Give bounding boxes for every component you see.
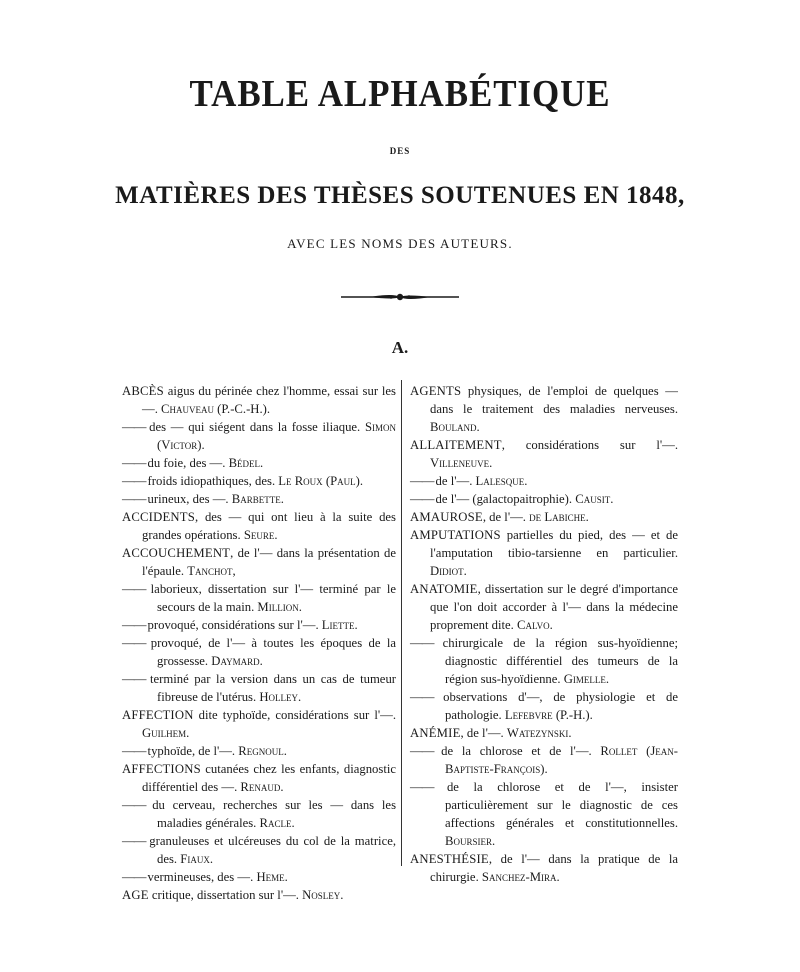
entry-text: , considérations sur l'—. — [501, 438, 678, 452]
section-letter: A. — [391, 338, 409, 357]
entry-text: urineux, des —. — [147, 492, 232, 506]
index-entry — [122, 634, 396, 670]
entry-author: Guilhem. — [142, 726, 190, 740]
entry-author: Causit. — [575, 492, 614, 506]
entry-text: du foie, des —. — [147, 456, 229, 470]
entry-text: du cerveau, recherches sur les — dans les maladies générales. — [152, 798, 397, 830]
index-entry — [122, 670, 396, 706]
index-entry — [410, 526, 678, 580]
index-entry — [122, 580, 396, 616]
index-entry — [122, 706, 396, 742]
entry-repeat-dash: —— — [122, 798, 153, 812]
entry-author: Heme. — [256, 870, 288, 884]
entry-author: Lalesque. — [475, 474, 528, 488]
entry-author: Calvo. — [517, 618, 553, 632]
entry-text: provoqué, considérations sur l'—. — [147, 618, 322, 632]
entry-text: dite typhoïde, considérations sur l'—. — [193, 708, 396, 722]
entry-author: Didiot. — [430, 564, 467, 578]
entry-text: aigus du périnée chez l'homme, essai sur les —. — [142, 384, 396, 416]
index-entry — [410, 472, 678, 490]
index-entry — [410, 580, 678, 634]
index-column-left — [122, 382, 396, 904]
entry-text: physiques, de l'emploi de quelques — dans le traitement des maladies nerveuses. — [430, 384, 678, 416]
entry-author: Holley. — [259, 690, 302, 704]
entry-repeat-dash: —— — [122, 834, 150, 848]
index-entry — [122, 742, 396, 760]
index-entry — [122, 760, 396, 796]
index-entry — [122, 796, 396, 832]
index-entry — [410, 634, 678, 688]
title-connector: DES — [389, 146, 411, 156]
entry-headword: AMAUROSE — [410, 510, 483, 524]
entry-text: , dissertation sur le degré d'importance que l'on doit accorder à l'— dans la médecine proprement dite. — [430, 582, 678, 632]
entry-author: Nosley. — [302, 888, 344, 902]
entry-text: , de l'—. — [460, 726, 507, 740]
entry-text: granuleuses et ulcéreuses du col de la matrice, des. — [149, 834, 397, 866]
entry-repeat-dash: —— — [410, 690, 444, 704]
entry-text: de la chlorose et de l'—, insister particulièrement sur le diagnostic de ces affections générales et constitutionnelles. — [445, 780, 678, 830]
entry-repeat-dash: —— — [122, 474, 148, 488]
entry-author: Rollet (Jean-Baptiste-François). — [445, 744, 678, 776]
entry-repeat-dash: —— — [122, 420, 150, 434]
entry-author: Racle. — [259, 816, 295, 830]
entry-repeat-dash: —— — [410, 744, 442, 758]
entry-text: laborieux, dissertation sur l'— terminé par le secours de la main. — [150, 582, 396, 614]
entry-author: Daymard. — [211, 654, 263, 668]
column-divider — [401, 380, 402, 866]
page-subtitle: MATIÈRES DES THÈSES SOUTENUES EN 1848, — [115, 182, 685, 209]
index-entry — [122, 616, 396, 634]
entry-text: cutanées chez les enfants, diagnostic différentiel des —. — [142, 762, 396, 794]
entry-author: Boursier. — [445, 834, 496, 848]
entry-text: de l'— (galactopaitrophie). — [435, 492, 576, 506]
index-entry — [122, 832, 396, 868]
entry-headword: ACCOUCHEMENT — [122, 546, 231, 560]
entry-headword: ALLAITEMENT — [410, 438, 502, 452]
entry-repeat-dash: —— — [122, 492, 148, 506]
index-entry — [410, 778, 678, 850]
entry-repeat-dash: —— — [410, 474, 436, 488]
entry-author: Bouland. — [430, 420, 480, 434]
entry-text: partielles du pied, des — et de l'amputation tibio-tarsienne en particulier. — [430, 528, 678, 560]
entry-headword: AGENTS — [410, 384, 462, 398]
entry-author: Million. — [257, 600, 302, 614]
index-entry — [410, 742, 678, 778]
entry-text: observations d'—, de physiologie et de pathologie. — [443, 690, 678, 722]
entry-repeat-dash: —— — [122, 618, 148, 632]
index-entry — [410, 850, 678, 886]
index-entry — [122, 490, 396, 508]
index-entry — [122, 886, 396, 904]
entry-author: de Labiche. — [529, 510, 589, 524]
entry-repeat-dash: —— — [410, 780, 447, 794]
entry-author: Sanchez-Mira. — [481, 870, 560, 884]
entry-author: Lefebvre (P.-H.). — [504, 708, 593, 722]
entry-text: provoqué, de l'— à toutes les époques de la grossesse. — [150, 636, 396, 668]
index-entry — [122, 382, 396, 418]
entry-text: typhoïde, de l'—. — [147, 744, 239, 758]
entry-author: Seure. — [243, 528, 278, 542]
entry-author: Liette. — [321, 618, 358, 632]
entry-repeat-dash: —— — [122, 672, 150, 686]
entry-repeat-dash: —— — [410, 492, 436, 506]
entry-author: Watezynski. — [506, 726, 572, 740]
entry-text: , des — qui ont lieu à la suite des grandes opérations. — [142, 510, 396, 542]
entry-author: Chauveau (P.-C.-H.). — [161, 402, 271, 416]
entry-repeat-dash: —— — [410, 636, 443, 650]
entry-headword: AFFECTION — [122, 708, 194, 722]
entry-author: Fiaux. — [180, 852, 213, 866]
entry-author: Renaud. — [240, 780, 284, 794]
entry-author: Barbette. — [231, 492, 284, 506]
entry-text: critique, dissertation sur l'—. — [148, 888, 303, 902]
entry-repeat-dash: —— — [122, 456, 148, 470]
entry-text: , de l'—. — [482, 510, 530, 524]
entry-headword: AFFECTIONS — [122, 762, 201, 776]
entry-headword: AMPUTATIONS — [410, 528, 501, 542]
index-entry — [410, 436, 678, 472]
index-entry — [410, 688, 678, 724]
entry-text: de la chlorose et de l'—. — [441, 744, 601, 758]
entry-text: des — qui siégent dans la fosse iliaque. — [149, 420, 365, 434]
entry-headword: ACCIDENTS — [122, 510, 195, 524]
index-entry — [410, 382, 678, 436]
index-entry — [410, 724, 678, 742]
entry-author: Gimelle. — [563, 672, 610, 686]
entry-headword: ANATOMIE — [410, 582, 478, 596]
entry-headword: ABCÈS — [122, 384, 164, 398]
entry-author: Tanchot, — [187, 564, 236, 578]
entry-headword: AGE — [122, 888, 149, 902]
index-entry — [122, 868, 396, 886]
entry-text: chirurgicale de la région sus-hyoïdienne; diagnostic différentiel des tumeurs de la région sus-hyoïdienne. — [442, 636, 678, 686]
entry-text: , de l'— dans la pratique de la chirurgie. — [430, 852, 678, 884]
entry-headword: ANÉMIE — [410, 726, 461, 740]
ornament-divider-icon — [339, 292, 461, 302]
index-entry — [410, 508, 678, 526]
index-entry — [122, 472, 396, 490]
authors-line: AVEC LES NOMS DES AUTEURS. — [287, 236, 513, 251]
entry-repeat-dash: —— — [122, 582, 151, 596]
index-entry — [410, 490, 678, 508]
entry-repeat-dash: —— — [122, 744, 148, 758]
entry-headword: ANESTHÉSIE — [410, 852, 489, 866]
entry-text: , de l'— dans la présentation de l'épaule. — [142, 546, 396, 578]
index-entry — [122, 508, 396, 544]
entry-text: de l'—. — [435, 474, 476, 488]
entry-author: Villeneuve. — [430, 456, 493, 470]
entry-repeat-dash: —— — [122, 636, 151, 650]
entry-text: froids idiopathiques, des. — [147, 474, 279, 488]
entry-author: Simon (Victor). — [157, 420, 397, 452]
entry-author: Le Roux (Paul). — [278, 474, 364, 488]
index-column-right — [410, 382, 678, 886]
entry-repeat-dash: —— — [122, 870, 148, 884]
index-entry — [122, 454, 396, 472]
page-title: TABLE ALPHABÉTIQUE — [189, 73, 611, 115]
entry-text: vermineuses, des —. — [147, 870, 257, 884]
entry-author: Bédel. — [228, 456, 264, 470]
index-entry — [122, 544, 396, 580]
index-entry — [122, 418, 396, 454]
entry-text: terminé par la version dans un cas de tumeur fibreuse de l'utérus. — [149, 672, 397, 704]
entry-author: Regnoul. — [238, 744, 287, 758]
